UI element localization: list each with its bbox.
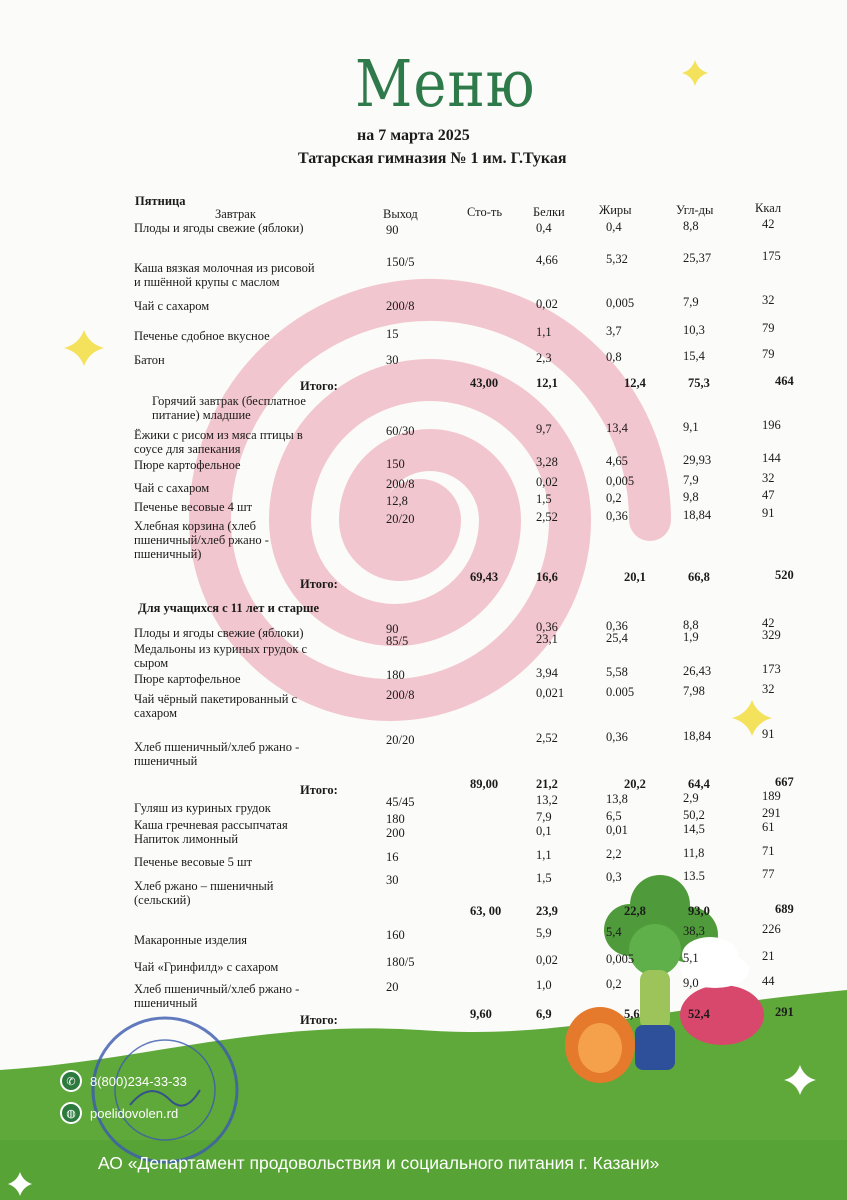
dish-fat: 0,8 [606, 350, 622, 364]
dish-carbs: 9,0 [683, 976, 699, 990]
dish-name: сыром [134, 656, 169, 670]
dish-name: Плоды и ягоды свежие (яблоки) [134, 626, 304, 640]
dish-carbs: 8,8 [683, 219, 699, 233]
dish-carbs: 26,43 [683, 664, 712, 678]
dish-protein: 1,0 [536, 978, 552, 992]
dish-name: Печенье весовые 5 шт [134, 855, 253, 869]
dish-name: Чай чёрный пакетированный с [134, 692, 298, 706]
dish-name: Ёжики с рисом из мяса птицы в [134, 428, 303, 442]
dish-protein: 0,4 [536, 221, 552, 235]
total-protein: 12,1 [536, 376, 558, 390]
dish-carbs: 38,3 [683, 924, 705, 938]
dish-carbs: 2,9 [683, 791, 699, 805]
dish-kcal: 173 [762, 662, 781, 676]
dish-carbs: 1,9 [683, 630, 699, 644]
dish-fat: 0,36 [606, 730, 628, 744]
dish-name: Пюре картофельное [134, 672, 241, 686]
total-kcal: 689 [775, 902, 794, 916]
dish-kcal: 79 [762, 347, 775, 361]
dish-portion: 200/8 [386, 299, 415, 313]
page-title: Меню [355, 47, 536, 122]
dish-portion: 200 [386, 826, 405, 840]
total-carbs: 93,0 [688, 904, 710, 918]
dish-kcal: 44 [762, 974, 775, 988]
dish-protein: 9,7 [536, 422, 552, 436]
dish-carbs: 18,84 [683, 729, 712, 743]
dish-carbs: 10,3 [683, 323, 705, 337]
dish-protein: 3,28 [536, 455, 558, 469]
dish-carbs: 5,1 [683, 951, 699, 965]
total-cost: 89,00 [470, 777, 499, 791]
phone-contact[interactable] [60, 1070, 187, 1092]
dish-kcal: 144 [762, 451, 781, 465]
dish-fat: 0,2 [606, 491, 622, 505]
dish-portion: 90 [386, 223, 399, 237]
dish-carbs: 11,8 [683, 846, 705, 860]
section-label: питание) младшие [152, 408, 251, 422]
dish-protein: 0,36 [536, 620, 558, 634]
dish-fat: 0,4 [606, 220, 622, 234]
dish-kcal: 42 [762, 217, 775, 231]
dish-carbs: 29,93 [683, 453, 712, 467]
column-header: Жиры [599, 203, 632, 217]
dish-portion: 90 [386, 622, 399, 636]
dish-portion: 20/20 [386, 733, 415, 747]
dish-fat: 0.005 [606, 685, 635, 699]
total-label: Итого: [300, 783, 338, 797]
dish-kcal: 189 [762, 789, 781, 803]
dish-carbs: 14,5 [683, 822, 705, 836]
dish-name: пшеничный) [134, 547, 202, 561]
dish-protein: 1,5 [536, 871, 552, 885]
dish-portion: 200/8 [386, 477, 415, 491]
dish-portion: 85/5 [386, 634, 409, 648]
dish-name: Хлебная корзина (хлеб [134, 519, 256, 533]
dish-fat: 13,8 [606, 792, 628, 806]
menu-date: на 7 марта 2025 [357, 127, 470, 144]
dish-kcal: 79 [762, 321, 775, 335]
dish-fat: 4,65 [606, 454, 628, 468]
dish-kcal: 77 [762, 867, 775, 881]
dish-fat: 6,5 [606, 809, 622, 823]
total-cost: 63, 00 [470, 904, 502, 918]
sparkle-icon [682, 60, 708, 86]
dish-portion: 160 [386, 928, 405, 942]
dish-protein: 2,52 [536, 731, 558, 745]
column-header: Белки [533, 205, 565, 219]
total-fat: 20,1 [624, 570, 646, 584]
total-fat: 5,6 [624, 1007, 640, 1021]
dish-fat: 0,3 [606, 870, 622, 884]
total-cost: 43,00 [470, 376, 499, 390]
dish-name: Печенье весовые 4 шт [134, 500, 253, 514]
total-kcal: 464 [775, 374, 794, 388]
dish-carbs: 9,1 [683, 420, 699, 434]
dish-name: Хлеб ржано – пшеничный [134, 879, 274, 893]
dish-name: пшеничный/хлеб ржано - [134, 533, 269, 547]
dish-name: Хлеб пшеничный/хлеб ржано - [134, 982, 300, 996]
school-name: Татарская гимназия № 1 им. Г.Тукая [298, 150, 567, 167]
total-kcal: 520 [775, 568, 794, 582]
dish-kcal: 175 [762, 249, 781, 263]
total-label: Итого: [300, 1013, 338, 1027]
dish-kcal: 71 [762, 844, 775, 858]
dish-fat: 0,01 [606, 823, 628, 837]
total-fat: 22,8 [624, 904, 646, 918]
dish-portion: 30 [386, 873, 399, 887]
dish-carbs: 50,2 [683, 808, 705, 822]
dish-name: сахаром [134, 706, 178, 720]
dish-name: пшеничный [134, 754, 198, 768]
dish-protein: 0,1 [536, 824, 552, 838]
total-label: Итого: [300, 379, 338, 393]
dish-fat: 0,36 [606, 509, 628, 523]
dish-protein: 0,021 [536, 686, 565, 700]
dish-carbs: 25,37 [683, 251, 712, 265]
dish-portion: 180 [386, 668, 405, 682]
dish-carbs: 9,8 [683, 490, 699, 504]
dish-name: Каша вязкая молочная из рисовой [134, 261, 315, 275]
dish-kcal: 32 [762, 471, 775, 485]
dish-name: Батон [134, 353, 165, 367]
dish-kcal: 32 [762, 293, 775, 307]
dish-fat: 0,005 [606, 296, 635, 310]
dish-name: Плоды и ягоды свежие (яблоки) [134, 221, 304, 235]
column-header: Выход [383, 207, 418, 221]
dish-carbs: 13.5 [683, 869, 705, 883]
globe-icon: ◍ [60, 1102, 82, 1124]
dish-fat: 0,005 [606, 474, 635, 488]
dish-fat: 25,4 [606, 631, 628, 645]
column-header: Угл-ды [676, 203, 714, 217]
dish-protein: 2,3 [536, 351, 552, 365]
phone-number: 8(800)234-33-33 [90, 1073, 187, 1089]
dish-portion: 150/5 [386, 255, 415, 269]
dish-name: Напиток лимонный [134, 832, 239, 846]
sparkle-icon [64, 330, 104, 366]
dish-portion: 20 [386, 980, 399, 994]
dish-carbs: 8,8 [683, 618, 699, 632]
dish-kcal: 226 [762, 922, 781, 936]
dish-protein: 5,9 [536, 926, 552, 940]
phone-icon: ✆ [60, 1070, 82, 1092]
dish-kcal: 42 [762, 616, 775, 630]
dish-protein: 1,5 [536, 492, 552, 506]
dish-portion: 180/5 [386, 955, 415, 969]
dish-carbs: 15,4 [683, 349, 705, 363]
dish-portion: 20/20 [386, 512, 415, 526]
total-protein: 16,6 [536, 570, 558, 584]
dish-name: Макаронные изделия [134, 933, 248, 947]
dish-name: Гуляш из куриных грудок [134, 801, 271, 815]
dish-portion: 60/30 [386, 424, 415, 438]
dish-name: Пюре картофельное [134, 458, 241, 472]
dish-kcal: 21 [762, 949, 775, 963]
dish-kcal: 329 [762, 628, 781, 642]
dish-fat: 5,32 [606, 252, 628, 266]
section-label: Завтрак [215, 207, 256, 221]
dish-protein: 0,02 [536, 475, 558, 489]
dish-carbs: 7,98 [683, 684, 705, 698]
dish-fat: 0,36 [606, 619, 628, 633]
dish-fat: 5,58 [606, 665, 628, 679]
dish-name: соусе для запекания [134, 442, 241, 456]
dish-protein: 3,94 [536, 666, 558, 680]
dish-protein: 0,02 [536, 297, 558, 311]
dish-protein: 2,52 [536, 510, 558, 524]
website-contact[interactable] [60, 1102, 178, 1124]
total-protein: 6,9 [536, 1007, 552, 1021]
dish-fat: 5,4 [606, 925, 622, 939]
day-label: Пятница [135, 194, 186, 208]
dish-portion: 180 [386, 812, 405, 826]
dish-portion: 45/45 [386, 795, 415, 809]
dish-protein: 23,1 [536, 632, 558, 646]
dish-kcal: 61 [762, 820, 775, 834]
total-carbs: 52,4 [688, 1007, 710, 1021]
total-kcal: 291 [775, 1005, 794, 1019]
dish-fat: 2,2 [606, 847, 622, 861]
website-link: poelidovolen.rd [90, 1105, 179, 1121]
dish-fat: 0,2 [606, 977, 622, 991]
total-kcal: 667 [775, 775, 794, 789]
column-header: Сто-ть [467, 205, 503, 219]
dish-fat: 3,7 [606, 324, 622, 338]
dish-name: Чай с сахаром [134, 481, 210, 495]
dish-kcal: 91 [762, 727, 775, 741]
dish-carbs: 7,9 [683, 295, 699, 309]
dish-protein: 1,1 [536, 325, 552, 339]
dish-protein: 0,02 [536, 953, 558, 967]
dish-protein: 13,2 [536, 793, 558, 807]
dish-portion: 150 [386, 457, 405, 471]
dish-portion: 15 [386, 327, 399, 341]
dish-name: (сельский) [134, 893, 191, 907]
total-carbs: 64,4 [688, 777, 710, 791]
dish-portion: 200/8 [386, 688, 415, 702]
dish-kcal: 196 [762, 418, 781, 432]
total-carbs: 75,3 [688, 376, 710, 390]
dish-protein: 7,9 [536, 810, 552, 824]
total-fat: 20,2 [624, 777, 646, 791]
total-cost: 9,60 [470, 1007, 492, 1021]
dish-carbs: 7,9 [683, 473, 699, 487]
dish-portion: 16 [386, 850, 399, 864]
dish-portion: 12,8 [386, 494, 408, 508]
dish-kcal: 291 [762, 806, 781, 820]
section-label: Для учащихся с 11 лет и старше [138, 601, 320, 615]
dish-kcal: 47 [762, 488, 775, 502]
dish-kcal: 32 [762, 682, 775, 696]
total-label: Итого: [300, 577, 338, 591]
dish-name: Печенье сдобное вкусное [134, 329, 270, 343]
total-protein: 21,2 [536, 777, 558, 791]
total-fat: 12,4 [624, 376, 646, 390]
dish-name: и пшённой крупы с маслом [134, 275, 280, 289]
dish-kcal: 91 [762, 506, 775, 520]
section-label: Горячий завтрак (бесплатное [152, 394, 306, 408]
dish-name: Чай с сахаром [134, 299, 210, 313]
dish-name: пшеничный [134, 996, 198, 1010]
dish-fat: 13,4 [606, 421, 628, 435]
dish-carbs: 18,84 [683, 508, 712, 522]
dish-name: Медальоны из куриных грудок с [134, 642, 308, 656]
dish-name: Каша гречневая рассыпчатая [134, 818, 288, 832]
dish-protein: 4,66 [536, 253, 558, 267]
dish-portion: 30 [386, 353, 399, 367]
total-cost: 69,43 [470, 570, 499, 584]
organization-name: АО «Департамент продовольствия и социального питания г. Казани» [98, 1153, 660, 1173]
dish-name: Хлеб пшеничный/хлеб ржано - [134, 740, 300, 754]
total-protein: 23,9 [536, 904, 558, 918]
dish-fat: 0,005 [606, 952, 635, 966]
total-carbs: 66,8 [688, 570, 710, 584]
dish-protein: 1,1 [536, 848, 552, 862]
dish-name: Чай «Гринфилд» с сахаром [134, 960, 279, 974]
column-header: Ккал [755, 201, 782, 215]
